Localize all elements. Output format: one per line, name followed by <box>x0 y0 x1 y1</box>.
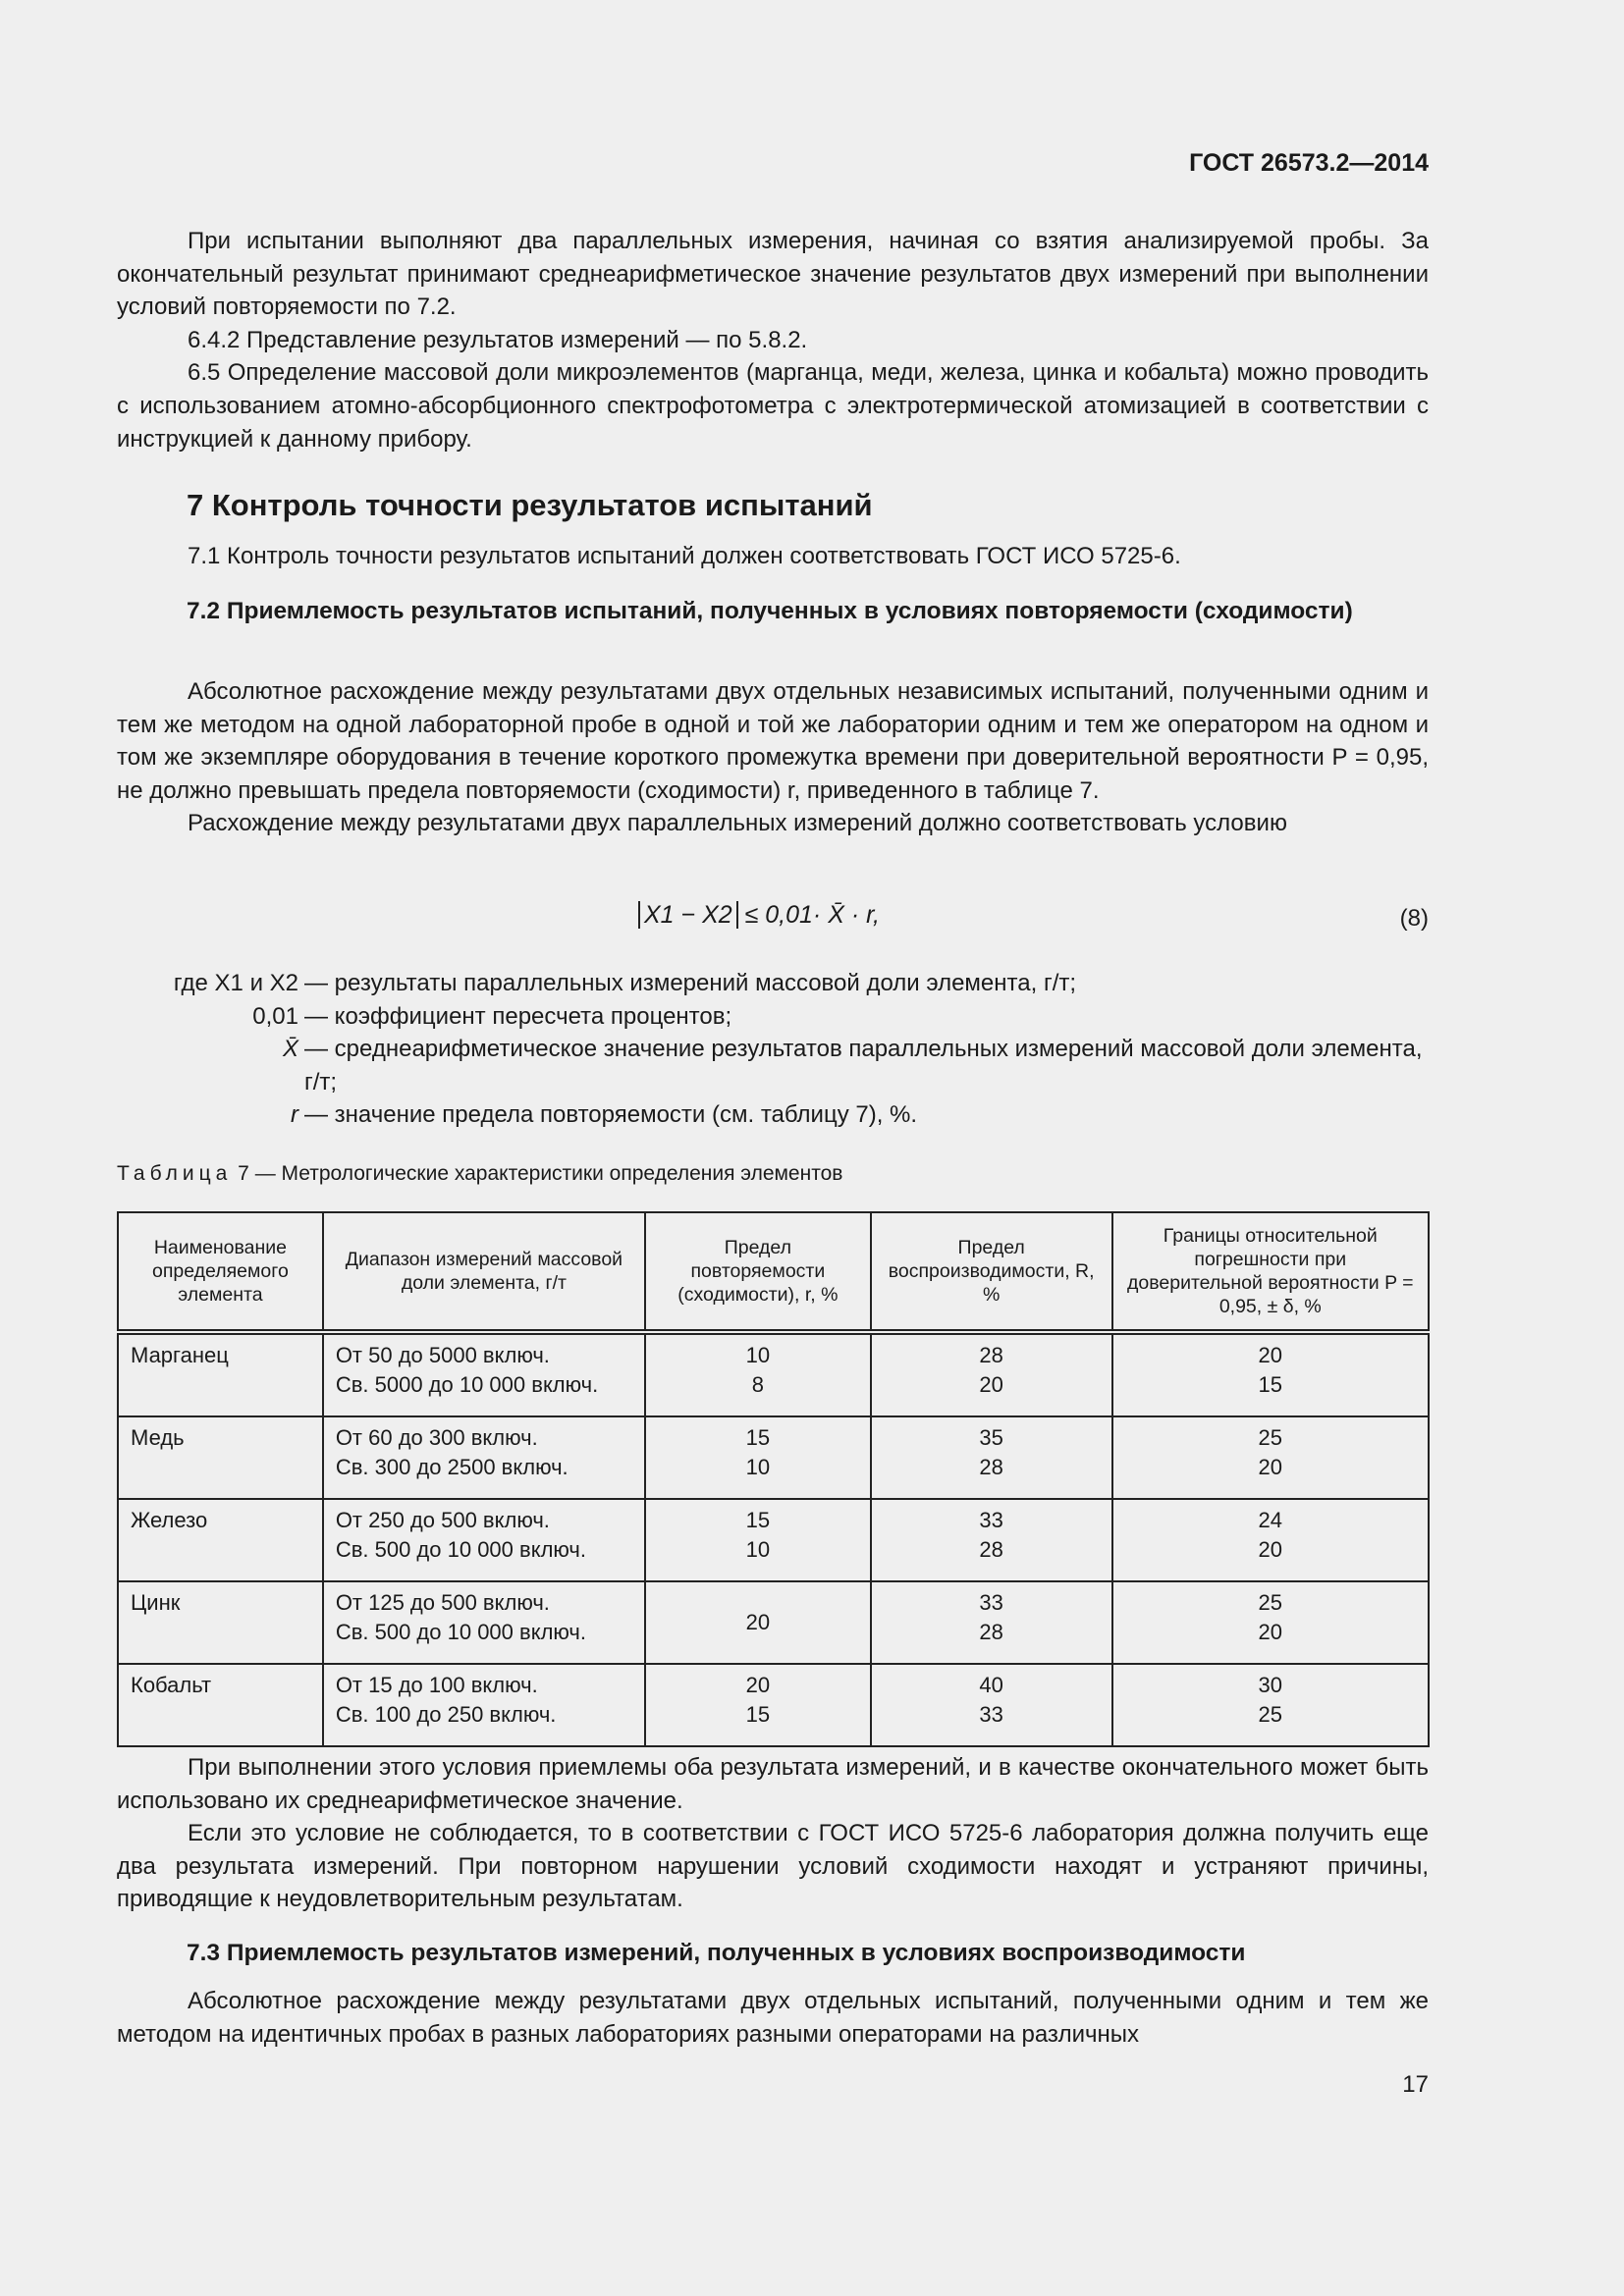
caption-label: Таблица <box>117 1162 233 1185</box>
section-7-3-text <box>117 1985 1429 2051</box>
legend-symbol: где X1 и X2 <box>173 970 298 996</box>
table-cell: Железо <box>118 1499 323 1581</box>
paragraph: 6.4.2 Представление результатов измерений — по 5.8.2. <box>188 326 808 353</box>
formula-lhs: X1 − X2 <box>638 901 738 929</box>
table-cell: 15 10 <box>645 1499 871 1581</box>
column-header: Наименование определяемого элемента <box>118 1212 323 1332</box>
table-cell: 33 28 <box>871 1499 1112 1581</box>
legend-row <box>117 967 1429 1000</box>
table-row <box>118 1664 1429 1746</box>
paragraph: Абсолютное расхождение между результатами двух отдельных испытаний, полученными одним и тем же методом на идентичных пробах в разных лабораториях разными операторами на различных <box>117 1988 1429 2048</box>
formula-legend <box>117 967 1429 1132</box>
legend-desc: — коэффициент пересчета процентов; <box>304 1002 732 1030</box>
paragraph: При выполнении этого условия приемлемы оба результата измерений, и в качестве окончательного может быть использовано их среднеарифметическое значение. <box>117 1754 1429 1814</box>
table-cell: 35 28 <box>871 1416 1112 1499</box>
legend-symbol: 0,01 <box>252 1002 298 1030</box>
table-header-row <box>118 1212 1429 1332</box>
formula-8 <box>638 901 880 930</box>
table-cell: 24 20 <box>1112 1499 1429 1581</box>
page-number: 17 <box>1402 2071 1429 2098</box>
table-cell: 20 15 <box>645 1664 871 1746</box>
caption-text: 7 — Метрологические характеристики определения элементов <box>232 1162 843 1185</box>
table-row <box>118 1416 1429 1499</box>
table-cell: Марганец <box>118 1332 323 1416</box>
table-cell: 15 10 <box>645 1416 871 1499</box>
table-cell: От 125 до 500 включ. Св. 500 до 10 000 включ. <box>323 1581 645 1664</box>
metrology-table <box>117 1211 1430 1747</box>
section-7-heading: 7 Контроль точности результатов испытаний <box>187 488 873 522</box>
paragraph: Абсолютное расхождение между результатами двух отдельных независимых испытаний, полученными одним и тем же методом на одной лабораторной пробе в одной и той же лаборатории одним и тем же оператором на одном и том же экземпляре оборудования в течение короткого промежутка времени при доверительной вероятности P = 0,95, не должно превышать предела повторяемости (сходимости) r, приведенного в таблице 7. <box>117 678 1429 804</box>
paragraph-7-1 <box>117 540 1429 573</box>
formula-rhs: ≤ 0,01· X̄ · r, <box>744 901 880 929</box>
section-7-2-conclusion <box>117 1751 1429 1916</box>
legend-desc: — результаты параллельных измерений массовой доли элемента, г/т; <box>304 970 1077 996</box>
section-7-2-heading: 7.2 Приемлемость результатов испытаний, полученных в условиях повторяемости (сходимости) <box>187 598 1353 624</box>
legend-desc: — значение предела повторяемости (см. таблицу 7), %. <box>304 1101 918 1129</box>
table-cell: 10 8 <box>645 1332 871 1416</box>
section-7-2-text <box>117 675 1429 840</box>
column-header: Границы относительной погрешности при доверительной вероятности P = 0,95, ± δ, % <box>1112 1212 1429 1332</box>
table-row <box>118 1499 1429 1581</box>
table-row <box>118 1332 1429 1416</box>
table-row <box>118 1581 1429 1664</box>
table-cell: 30 25 <box>1112 1664 1429 1746</box>
paragraph: Расхождение между результатами двух параллельных измерений должно соответствовать условию <box>188 810 1287 837</box>
paragraph: Если это условие не соблюдается, то в соответствии с ГОСТ ИСО 5725-6 лаборатория должна получить еще два результата измерений. При повторном нарушении условий сходимости находят и устраняют причины, приводящие к неудовлетворительным результатам. <box>117 1820 1429 1913</box>
table-cell: 33 28 <box>871 1581 1112 1664</box>
legend-row <box>117 1098 1429 1132</box>
legend-desc: — среднеарифметическое значение результатов параллельных измерений массовой доли элемента, г/т; <box>304 1036 1423 1095</box>
section-6-text <box>117 225 1429 455</box>
legend-row <box>117 1033 1429 1098</box>
column-header: Диапазон измерений массовой доли элемента, г/т <box>323 1212 645 1332</box>
table-cell: От 15 до 100 включ. Св. 100 до 250 включ. <box>323 1664 645 1746</box>
table-cell: От 60 до 300 включ. Св. 300 до 2500 включ. <box>323 1416 645 1499</box>
legend-symbol: X̄ <box>282 1036 298 1063</box>
table-cell: 20 15 <box>1112 1332 1429 1416</box>
table-cell: 20 <box>645 1581 871 1664</box>
paragraph: 6.5 Определение массовой доли микроэлементов (марганца, меди, железа, цинка и кобальта) можно проводить с использованием атомно-абсорбционного спектрофотометра с электротермической атомизацией в соответствии с инструкцией к данному прибору. <box>117 359 1429 453</box>
document-header: ГОСТ 26573.2—2014 <box>1189 149 1429 177</box>
section-7-3-heading: 7.3 Приемлемость результатов измерений, полученных в условиях воспроизводимости <box>187 1940 1246 1966</box>
table-cell: 40 33 <box>871 1664 1112 1746</box>
table-cell: 28 20 <box>871 1332 1112 1416</box>
legend-symbol: r <box>291 1101 298 1129</box>
table-caption <box>117 1162 842 1186</box>
column-header: Предел повторяемости (сходимости), r, % <box>645 1212 871 1332</box>
table-cell: 25 20 <box>1112 1581 1429 1664</box>
legend-row <box>117 1000 1429 1034</box>
paragraph: 7.1 Контроль точности результатов испытаний должен соответствовать ГОСТ ИСО 5725-6. <box>188 543 1181 569</box>
table-cell: 25 20 <box>1112 1416 1429 1499</box>
table-cell: Медь <box>118 1416 323 1499</box>
paragraph: При испытании выполняют два параллельных измерения, начиная со взятия анализируемой пробы. За окончательный результат принимают среднеарифметическое значение результатов двух измерений при выполнении условий повторяемости по 7.2. <box>117 228 1429 321</box>
table-cell: От 250 до 500 включ. Св. 500 до 10 000 включ. <box>323 1499 645 1581</box>
table-cell: От 50 до 5000 включ. Св. 5000 до 10 000 включ. <box>323 1332 645 1416</box>
table-cell: Кобальт <box>118 1664 323 1746</box>
column-header: Предел воспроизводимости, R, % <box>871 1212 1112 1332</box>
formula-number: (8) <box>1399 905 1429 932</box>
table-cell: Цинк <box>118 1581 323 1664</box>
